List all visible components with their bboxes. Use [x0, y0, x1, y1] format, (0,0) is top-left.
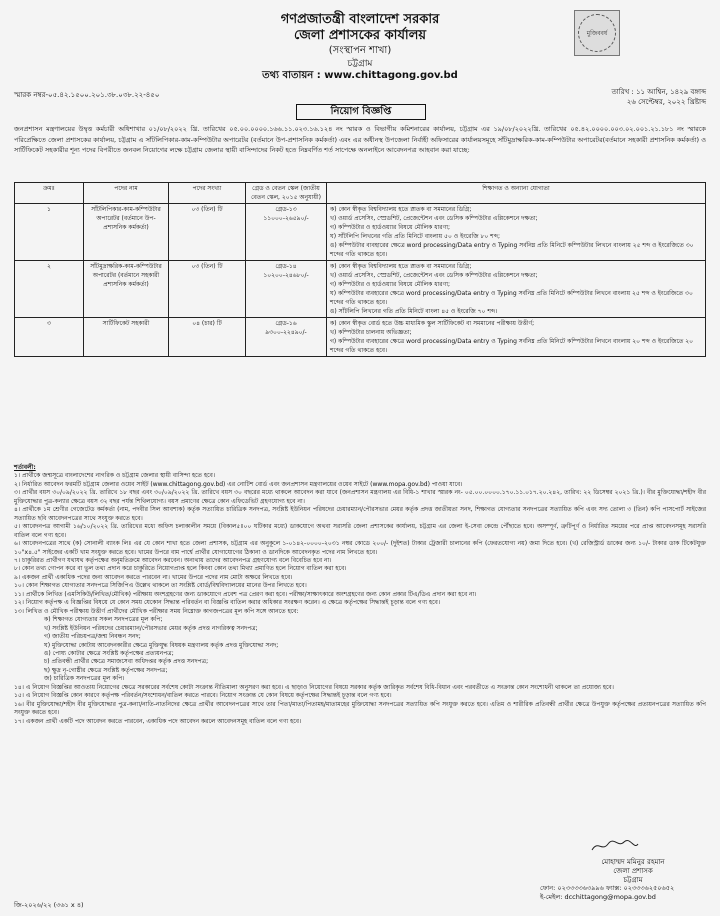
condition-item: ১২। নিয়োগ কর্তৃপক্ষ এ বিজ্ঞপ্তির বিষয়ে যে কোন সময় যেকোন সিদ্ধান্ত পরিবর্তন বা বিজ্ঞপ্তি বাতিল করার অধিকার সংরক্ষণ করেন। এ ক্ষেত্রে কর্তৃপক্ষের সিদ্ধান্তই চূড়ান্ত বলে গণ্য হবে।: [14, 599, 441, 607]
condition-item: ৩। প্রার্থীর বয়স ৩০/০৯/২০২২ খ্রি. তারিখে ১৮ বছর এবং ৩০/০৯/২০২২ খ্রি. তারিখে বয়স ৩০ বছরের মধ্যে থাকলে আবেদন করা যাবে (জনপ্রশাসন মন্ত্রণালয় এর বিধি-১ শাখার স্মারক নং- ০৫.০০.০০০০.১৭০.১১.০১৭.২০.২৪২, তারিখ: ২২ ডিসেম্বর ২০২১ খ্রি.)। বীর মুক্তিযোদ্ধা/শহীদ বীর মুক্তিযোদ্ধার পুত্র-কন্যার ক্ষেত্রে বয়স ৩২ বছর পর্যন্ত শিথিলযোগ্য। বয়স প্রমাণের ক্ষেত্রে কোন এফিডেভিট গ্রহণযোগ্য হবে না।: [14, 489, 706, 505]
phone-fax: ফোন: ০২৩৩৩৩৬৩৯৯৬ ফ্যাক্স: ০২৩৩৩৬২৫০৬৫২: [540, 884, 675, 892]
condition-item: ১৩। লিখিত ও মৌখিক পরীক্ষায় উত্তীর্ণ প্রার্থীদের মৌখিক পরীক্ষার সময় নিম্নোক্ত কাগজপত্রের মূল কপি সঙ্গে আনতে হবে:: [14, 607, 299, 615]
web-portal[interactable]: তথ্য বাতায়ন : www.chittagong.gov.bd: [262, 70, 458, 81]
col-qualification: শিক্ষাগত ও অন্যান্য যোগ্যতা: [327, 183, 706, 204]
condition-item: ১৪। এ নিয়োগ বিজ্ঞপ্তির আওতায় নিয়োগের ক্ষেত্রে সরকারের সর্বশেষ কোটা সংক্রান্ত নীতিমালা অনুসরণ করা হবে। এ ছাড়াও নিয়োগের বিষয়ে সরকার কর্তৃক জারিকৃত সর্বশেষ বিধি-বিধান এবং পরবর্তীতে এ সংক্রান্ত কোন সংশোধনী থাকলে তা প্রযোজ্য হবে।: [14, 683, 614, 691]
document-subitem: জ) চারিত্রিক সনদপত্রের মূল কপি।: [44, 675, 125, 683]
table-row: [15, 204, 706, 261]
qualification-item: গ) কম্পিউটার ব্যবহারের ক্ষেত্রে word processing/Data entry ও Typing সর্বনিম্ন প্রতি মিনিটে কম্পিউটার লিখনে বাংলায় ২০ শব্দ ও ইংরেজিতে ২০ শব্দের গতি থাকতে হবে।: [330, 338, 694, 354]
condition-item: ১৬। বীর মুক্তিযোদ্ধা/শহীদ বীর মুক্তিযোদ্ধার পুত্র-কন্যা/নাতি-নাতনিদের ক্ষেত্রে প্রার্থীর আবেদনপত্রের সাথে তার পিতা/মাতা/পিতামহ/মাতামহের মুক্তিযোদ্ধা সনদপত্রের সত্যায়িত কপি সংযুক্ত করতে হবে। এতিম ও শারীরিক প্রতিবন্ধী প্রার্থীর ক্ষেত্রে উপযুক্ত কর্তৃপক্ষের প্রত্যয়নপত্রের সত্যায়িত কপি সংযুক্ত করতে হবে।: [14, 700, 706, 717]
condition-item: ৯। একজন প্রার্থী একাধিক পদের জন্য আবেদন করতে পারবেন না। খামের উপরে পদের নাম মোটা অক্ষরে লিখতে হবে।: [14, 573, 293, 581]
col-post: পদের নাম: [84, 183, 169, 204]
row-qualification: [327, 261, 706, 318]
qualification-item: ঙ) সাঁটলিপি লিখনের গতি প্রতি মিনিটে বাংলা ৪৫ ও ইংরেজি ৭০ শব্দ।: [330, 308, 498, 315]
condition-item: ১৭। একজন প্রার্থী একটি পদে আবেদন করতে পারবেন, একাধিক পদে আবেদন করলে আবেদনসমূহ বাতিল বলে গণ্য হবে।: [14, 717, 302, 725]
condition-item: ৫। আবেদনপত্র আগামী ১৬/১০/২০২২ খ্রি. তারিখের মধ্যে অফিস চলাকালীন সময়ে (বিকাল৫ঃ০০ ঘটিকার মধ্যে) ডাকযোগে অথবা সরাসরি জেলা প্রশাসকের কার্যালয়, চট্টগ্রাম এর জেলা ই-সেবা কেন্দ্রে পৌঁছাতে হবে। অসম্পূর্ণ, ত্রুটিপূর্ণ ও নির্ধারিত সময়ের পরে প্রাপ্ত আবেদনসমূহ সরাসরি বাতিল বলে গণ্য হবে।: [14, 523, 706, 539]
document-subitem: চ) প্রতিবন্ধী প্রার্থীর ক্ষেত্রে সমাজসেবা অধিদপ্তর কর্তৃক প্রদত্ত সনদপত্র;: [44, 658, 209, 666]
intro-paragraph: জনপ্রশাসন মন্ত্রণালয়ের উদ্বৃত্ত কর্মচারী অধিশাখার ০১/০৮/২০২২ খ্রি. তারিখের ০৫.০০.০০০০.১৬৬.১১.০২৩.১৬.১২৪ নং স্মারক ও বিভাগীয় কমিশনারের কার্যালয়, চট্টগ্রাম এর ১৯/০৮/২০২২খ্রি. তারিখের ০৫.৪২.০০০০.০০৩.০২.০০১.২১.১৮১ নং স্মারকে পরিপ্রেক্ষিতে জেলা প্রশাসকের কার্যালয়, চট্টগ্রাম এ সাঁটলিপিকার-কাম-কম্পিউটার অপারেটর (বর্তমানে উপ-প্রশাসনিক কর্মকর্তা) এবং এর অধীনস্থ উপজেলা নির্বাহী অফিসারের কার্যালয়সমূহে সাঁটমুদ্রাক্ষরিক-কাম-কম্পিউটার অপারেটর(বর্তমানে সহকারী প্রশাসনিক কর্মকর্তা) ও সার্টিফিকেট সহকারীর শূন্য পদের বিপরীতে জনবল নিয়োগের লক্ষে চট্টগ্রাম জেলার স্থায়ী বাসিন্দাদের নিকট হতে নিম্নবর্ণিত শর্ত সাপেক্ষে অনলাইনে আবেদনপত্র আহবান করা যাচ্ছে:: [14, 125, 706, 154]
condition-item: ১। প্রার্থীকে জন্মসূত্রে বাংলাদেশের নাগরিক ও চট্টগ্রাম জেলার স্থায়ী বাসিন্দা হতে হবে।: [14, 472, 216, 480]
row-serial: ২: [15, 261, 84, 318]
signature-scribble-icon: [590, 838, 640, 854]
row-count: ০৪ (চার) টি: [169, 318, 246, 357]
row-grade: গ্রেড-১৬ ৯৩০০-২২৪৯০/-: [246, 318, 327, 357]
qualification-item: ঘ) সাঁটলিপি লিখনের গতি প্রতি মিনিটে বাংলায় ৫০ ও ইংরেজি ৮০ শব্দ;: [330, 233, 500, 240]
row-count: ০৩ (তিন) টি: [169, 261, 246, 318]
conditions-section: [14, 464, 706, 726]
section-title: (সংস্থাপন শাখা): [328, 45, 392, 56]
condition-item: ৪। প্রার্থীকে ১ম শ্রেণীর গেজেটেড কর্মকর্তা (নাম, পদবীর সিল আবশ্যক) কর্তৃক সত্যায়িত চারিত্রিক সনদপত্র, সংশ্লিষ্ট ইউনিয়ন পরিষদের চেয়ারম্যান/পৌরসভার মেয়র কর্তৃক প্রদত্ত জাতীয়তা সনদ, শিক্ষাগত যোগ্যতার সনদপত্রের সত্যায়িত কপি এবং সদ্য তোলা ৩ (তিন) কপি পাসপোর্ট সাইজের সত্যায়িত ছবি আবেদনপত্রের সাথে সংযুক্ত করতে হবে।: [14, 506, 706, 522]
date-block: [611, 87, 706, 107]
date-english: ২৬ সেপ্টেম্বর, ২০২২ খ্রিষ্টাব্দ: [626, 98, 706, 106]
qualification-item: ক) কোন স্বীকৃত বিশ্ববিদ্যালয় হতে স্নাতক বা সমমানের ডিগ্রি;: [330, 206, 472, 213]
qualification-item: গ) কম্পিউটার ও হার্ডওয়্যার বিষয়ে মৌলিক ধারণা;: [330, 281, 450, 288]
document-subitem: ঘ) মুক্তিযোদ্ধা কোটায় আবেদনকারীর ক্ষেত্রে মুক্তিযুদ্ধ বিষয়ক মন্ত্রণালয় কর্তৃক প্রদত্ত মুক্তিযোদ্ধা সনদ;: [44, 641, 279, 649]
qualification-item: খ) ওয়ার্ড প্রসেসিং, স্প্রেডশিট, প্রেজেন্টেশন এবং ডেসিক কম্পিউটার এপ্লিকেশনে দক্ষতা;: [330, 272, 538, 279]
mujib-borsho-logo-icon: [574, 10, 620, 56]
signatory-place: চট্টগ্রাম: [623, 876, 643, 884]
date-label: তারিখ :: [611, 88, 634, 96]
col-count: পদের সংখ্যা: [169, 183, 246, 204]
condition-item: ৭। চাকুরিরত প্রার্থীগণ যথাযথ কর্তৃপক্ষের অনুমতিক্রমে আবেদন করবেন। অন্যথায় তাদের আবেদনপত্র গ্রহণযোগ্য বলে বিবেচিত হবে না।: [14, 556, 332, 564]
qualification-item: ঙ) কম্পিউটার ব্যবহারের ক্ষেত্রে word processing/Data entry ও Typing সর্বনিম্ন প্রতি মিনিটে কম্পিউটার লিখনে বাংলায় ২৫ শব্দ ও ইংরেজিতে ৩০ শব্দের গতি থাকতে হবে।: [330, 242, 694, 258]
row-grade: গ্রেড-১৪ ১০২০০-২৪৬৮০/-: [246, 261, 327, 318]
row-post: সাঁটলিপিকার-কাম-কম্পিউটার অপারেটর (বর্তমানে উপ-প্রশাসনিক কর্মকর্তা): [84, 204, 169, 261]
row-qualification: [327, 318, 706, 357]
qualification-item: ঘ) কম্পিউটার ব্যবহারের ক্ষেত্রে word processing/Data entry ও Typing সর্বনিম্ন প্রতি মিনিটে কম্পিউটার লিখনে বাংলায় ২৫ শব্দ ও ইংরেজিতে ৩০ শব্দের গতি থাকতে হবে।: [330, 290, 693, 306]
logo-text: মুজিববর্ষ: [586, 29, 608, 37]
row-count: ০৩ (তিন) টি: [169, 204, 246, 261]
qualification-item: খ) ওয়ার্ড প্রসেসিং, স্প্রেডশিট, প্রেজেন্টেশন এবং ডেসিক কম্পিউটার এপ্লিকেশনে দক্ষতা;: [330, 215, 538, 222]
table-header-row: [15, 183, 706, 204]
row-serial: ১: [15, 204, 84, 261]
condition-item: ৮। কোন তথ্য গোপন করে বা ভুল তথ্য প্রদান করে চাকুরিতে নিয়োগপ্রাপ্ত হলে কিংবা কোন তথ্য মিথ্যা প্রমাণিত হলে নিয়োগ বাতিল করা হবে।: [14, 565, 347, 573]
notice-title: নিয়োগ বিজ্ঞপ্তি: [296, 104, 426, 120]
signatory-designation: জেলা প্রশাসক: [613, 867, 653, 875]
city-name: চট্টগ্রাম: [347, 59, 373, 69]
print-reference: জি-২০২৬/২২ (৩৬১ x ৪): [14, 901, 84, 909]
condition-item: ১৫। এ নিয়োগ বিজ্ঞপ্তি কোন কারণে কর্তৃপক্ষ পরিবর্তন/সংশোধন/বাতিল করতে পারবে। নিয়োগ সংক্রান্ত যে কোন বিষয়ে কর্তৃপক্ষের সিদ্ধান্তই চূড়ান্ত বলে গণ্য হবে।: [14, 692, 392, 700]
row-post: সাঁটমুদ্রাক্ষরিক-কাম-কম্পিউটার অপারেটর (বর্তমানে সহকারী প্রশাসনিক কর্মকর্তা): [84, 261, 169, 318]
conditions-title: শর্তাবলী:: [14, 464, 36, 471]
office-title: জেলা প্রশাসকের কার্যালয়: [293, 28, 427, 43]
email-address[interactable]: ই-মেইল: dcchittagong@mopa.gov.bd: [540, 893, 656, 901]
table-row: [15, 261, 706, 318]
row-post: সার্টিফিকেট সহকারী: [84, 318, 169, 357]
qualification-item: খ) কম্পিউটার চালনায় অভিজ্ঞতা;: [330, 329, 412, 336]
condition-item: ৬। আবেদনপত্রের সাথে (ক) সোনালী ব্যাংক লিঃ এর যে কোন শাখা হতে জেলা প্রশাসক, চট্টগ্রাম এর অনুকূলে ১-০১৪২-০০০০-২০৩১ নম্বর কোডে ২০০/- (দুইশত) টাকার ট্রেজারী চালানের কপি (ফেরতযোগ্য নয়) জমা দিতে হবে। (খ) রেজিস্ট্রার্ড ডাকের জন্য ১০/- টাকার ডাক টিকেটযুক্ত ১০"x৪.৫" সাইজের একটি খাম সংযুক্ত করতে হবে। খামের উপরে বাম পার্শ্বে প্রার্থীর যোগাযোগের ঠিকানা ও ডানদিকে আবেদনকৃত পদের নাম লিখতে হবে।: [14, 540, 706, 556]
row-grade: গ্রেড-১৩ ১১০০০-২৬৫৯০/-: [246, 204, 327, 261]
memo-number: স্মারক নম্বর-০৫.৪২.১৫০০.২০১.৩৮.০৩৮.২২-৪৫০: [14, 91, 160, 99]
document-subitem: গ) জাতীয় পরিচয়পত্র/জন্ম নিবন্ধন সনদ;: [44, 633, 141, 641]
document-subitem: খ) সংশ্লিষ্ট ইউনিয়ন পরিষদের চেয়ারম্যান/পৌরসভার মেয়র কর্তৃক প্রদত্ত নাগরিকত্ব সনদপত্র;: [44, 624, 258, 632]
condition-item: ১০। কোন শিক্ষাগত যোগ্যতার সনদপত্রে সিজিপিএ উল্লেখ থাকলে তা সংশ্লিষ্ট বোর্ড/বিশ্ববিদ্যালয়ের মানের উপর লিখতে হবে।: [14, 582, 307, 590]
condition-item: ১১। প্রার্থীকে লিখিত (এমসিকিউ/লিখিত/মৌখিক) পরীক্ষায় অংশগ্রহণের জন্য ডাকযোগে প্রবেশ পত্র প্রেরণ করা হবে। পরীক্ষা/সাক্ষাৎকারে অংশগ্রহণের জন্য কোন প্রকার টিএ/ডিএ প্রদান করা হবে না।: [14, 590, 477, 598]
col-serial: ক্রমঃ: [15, 183, 84, 204]
col-grade: গ্রেড ও বেতন স্কেল (জাতীয় বেতন স্কেল, ২০১৫ অনুযায়ী): [246, 183, 327, 204]
document-subitem: ক) শিক্ষাগত যোগ্যতার সকল সনদপত্রের মূল কপি;: [44, 616, 163, 624]
contact-block: [540, 884, 674, 902]
signatory-name: মোহাম্মদ মমিনুর রহমান: [601, 858, 665, 866]
document-subitem: ঙ) পোষ্য কোটার ক্ষেত্রে সংশ্লিষ্ট কর্তৃপক্ষের প্রত্যয়নপত্র;: [44, 649, 174, 657]
condition-item: ২। নির্ধারিত আবেদন ফরমটি চট্টগ্রাম জেলার ওয়েব সাইট (www.chittagong.gov.bd) এর নোটিশ বোর্ড এবং জনপ্রশাসন মন্ত্রণালয়ের ওয়েব সাইটে (www.mopa.gov.bd) পাওয়া যাবে।: [14, 480, 463, 488]
qualification-item: ক) কোন স্বীকৃত বোর্ড হতে উচ্চ মাধ্যমিক স্কুল সার্টিফিকেট বা সমমানের পরীক্ষায় উত্তীর্ণ;: [330, 320, 535, 327]
signature-block: [548, 858, 718, 885]
qualification-item: গ) কম্পিউটার ও হার্ডওয়্যার বিষয়ে মৌলিক ধারণা;: [330, 224, 450, 231]
govt-title: গণপ্রজাতন্ত্রী বাংলাদেশ সরকার: [280, 12, 440, 27]
qualification-item: ক) কোন স্বীকৃত বিশ্ববিদ্যালয় হতে স্নাতক বা সমমানের ডিগ্রি;: [330, 263, 472, 270]
row-serial: ৩: [15, 318, 84, 357]
vacancy-table: [14, 182, 706, 357]
row-qualification: [327, 204, 706, 261]
table-row: [15, 318, 706, 357]
date-bangla: ১১ আশ্বিন, ১৪২৯ বঙ্গাব্দ: [636, 88, 706, 96]
document-subitem: ছ) ক্ষুদ্র নৃ-গোষ্ঠীর ক্ষেত্রে সংশ্লিষ্ট কর্তৃপক্ষের সনদপত্র;: [44, 666, 168, 674]
